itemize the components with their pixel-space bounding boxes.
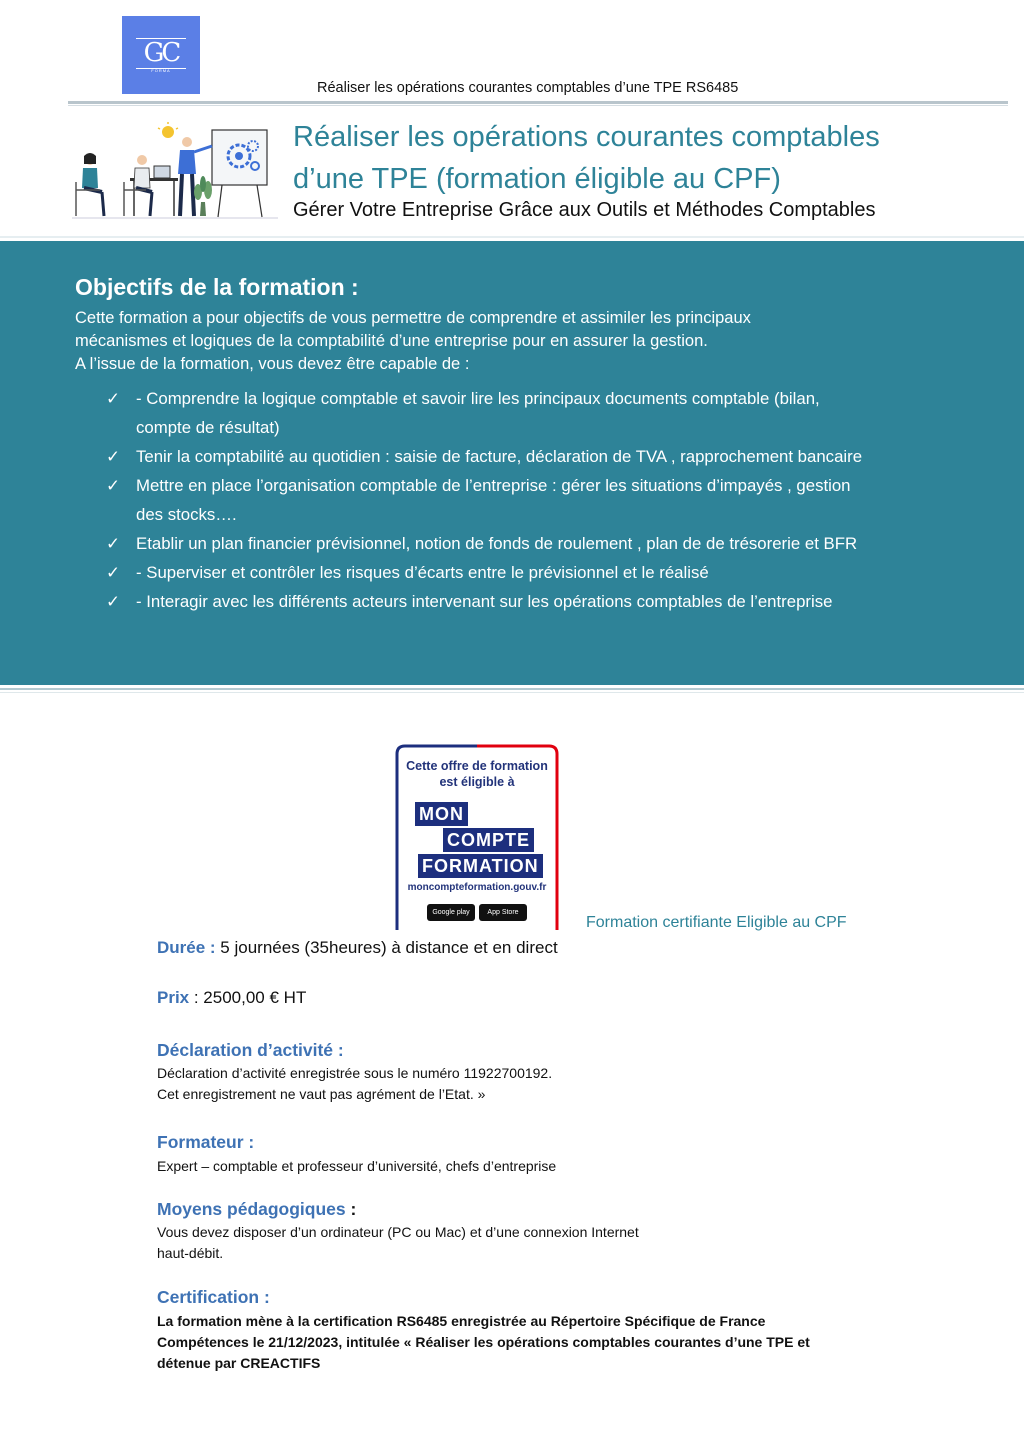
check-icon: ✓ [106, 563, 121, 582]
header-rule [68, 101, 1008, 104]
badge-heading-line: est éligible à [439, 775, 515, 789]
prix-value: : 2500,00 € HT [189, 988, 307, 1007]
logo-text: GC [143, 38, 179, 68]
prix-line [157, 988, 306, 1008]
band-top-rule [0, 236, 1024, 238]
prix-label: Prix [157, 988, 190, 1007]
check-icon: ✓ [106, 476, 121, 495]
main-title-line2: d’une TPE (formation éligible au CPF) [293, 163, 781, 195]
moyens-title-text: Moyens pédagogiques [157, 1199, 346, 1219]
declaration-line: Cet enregistrement ne vaut pas agrément de l’Etat. » [157, 1086, 486, 1102]
band-bottom-rule [0, 688, 1024, 690]
badge-heading-line: Cette offre de formation [406, 759, 548, 773]
formateur-body: Expert – comptable et professeur d’université, chefs d’entreprise [157, 1158, 557, 1174]
moyens-colon: : [345, 1199, 357, 1219]
objective-item [104, 558, 994, 587]
objective-item [104, 529, 994, 558]
objective-text: Tenir la comptabilité au quotidien : saisie de facture, déclaration de TVA , rapprochement bancaire [136, 447, 863, 466]
moyens-line: haut-débit. [157, 1245, 224, 1261]
declaration-title: Déclaration d’activité : [157, 1040, 344, 1060]
badge-url[interactable]: moncompteformation.gouv.fr [407, 882, 547, 893]
cpf-badge [395, 744, 559, 930]
objective-item [104, 587, 994, 616]
duree-line [157, 938, 558, 958]
objectives-intro-line: Cette formation a pour objectifs de vous permettre de comprendre et assimiler les principaux [75, 309, 751, 327]
objective-item [104, 384, 994, 442]
moyens-line: Vous devez disposer d’un ordinateur (PC ou Mac) et d’une connexion Internet [157, 1224, 639, 1240]
check-icon: ✓ [106, 447, 121, 466]
formateur-title: Formateur : [157, 1132, 255, 1152]
header-rule-thin [68, 105, 1008, 106]
declaration-body [157, 1063, 552, 1105]
google-play-badge[interactable]: Google play [427, 904, 475, 921]
main-subtitle: Gérer Votre Entreprise Grâce aux Outils et Méthodes Comptables [293, 199, 876, 221]
objectives-title: Objectifs de la formation : [75, 274, 359, 300]
mon-compte-formation-logo [415, 802, 540, 880]
objective-text: Etablir un plan financier prévisionnel, notion de fonds de roulement , plan de de trésorerie et BFR [136, 534, 858, 553]
badge-heading [395, 758, 559, 790]
running-title: Réaliser les opérations courantes comptables d’une TPE RS6485 [317, 80, 739, 96]
certification-line: détenue par CREACTIFS [157, 1355, 321, 1371]
objectives-intro-line: A l’issue de la formation, vous devez être capable de : [75, 355, 470, 373]
duree-label: Durée : [157, 938, 216, 957]
duree-value: 5 journées (35heures) à distance et en direct [215, 938, 558, 957]
mcf-word: MON [415, 802, 468, 826]
objective-text: - Interagir avec les différents acteurs intervenant sur les opérations comptables de l’entreprise [136, 592, 833, 611]
check-icon: ✓ [106, 534, 121, 553]
cpf-caption: Formation certifiante Eligible au CPF [586, 914, 847, 931]
main-title-line1: Réaliser les opérations courantes comptables [293, 121, 880, 153]
objective-text: Mettre en place l’organisation comptable de l’entreprise : gérer les situations d’impayés , gestion [136, 476, 851, 495]
objective-text-cont: compte de résultat) [136, 418, 280, 437]
certification-line: Compétences le 21/12/2023, intitulée « Réaliser les opérations comptables courantes d’une TPE et [157, 1334, 810, 1350]
certification-title: Certification : [157, 1287, 270, 1307]
team-meeting-illustration [72, 122, 278, 220]
logo [122, 16, 200, 94]
app-store-badge[interactable]: App Store [479, 904, 527, 921]
objective-item [104, 471, 994, 529]
certification-body [157, 1311, 877, 1374]
objective-item [104, 442, 994, 471]
moyens-body [157, 1222, 639, 1264]
objectives-intro [75, 307, 955, 376]
objectives-intro-line: mécanismes et logiques de la comptabilité d’une entreprise pour en assurer la gestion. [75, 332, 708, 350]
logo-subtext: FORMA [151, 68, 171, 73]
main-title [293, 116, 993, 200]
objective-text-cont: des stocks…. [136, 505, 237, 524]
check-icon: ✓ [106, 389, 121, 408]
objectives-list [104, 384, 994, 616]
objective-text: - Comprendre la logique comptable et savoir lire les principaux documents comptable (bilan, [136, 389, 820, 408]
mcf-word: COMPTE [443, 828, 534, 852]
band-bottom-rule-thin [0, 692, 1024, 693]
declaration-line: Déclaration d’activité enregistrée sous le numéro 11922700192. [157, 1065, 553, 1081]
objective-text: - Superviser et contrôler les risques d’écarts entre le prévisionnel et le réalisé [136, 563, 709, 582]
check-icon: ✓ [106, 592, 121, 611]
certification-line: La formation mène à la certification RS6485 enregistrée au Répertoire Spécifique de France [157, 1313, 766, 1329]
mcf-word: FORMATION [418, 854, 543, 878]
moyens-title [157, 1199, 356, 1220]
